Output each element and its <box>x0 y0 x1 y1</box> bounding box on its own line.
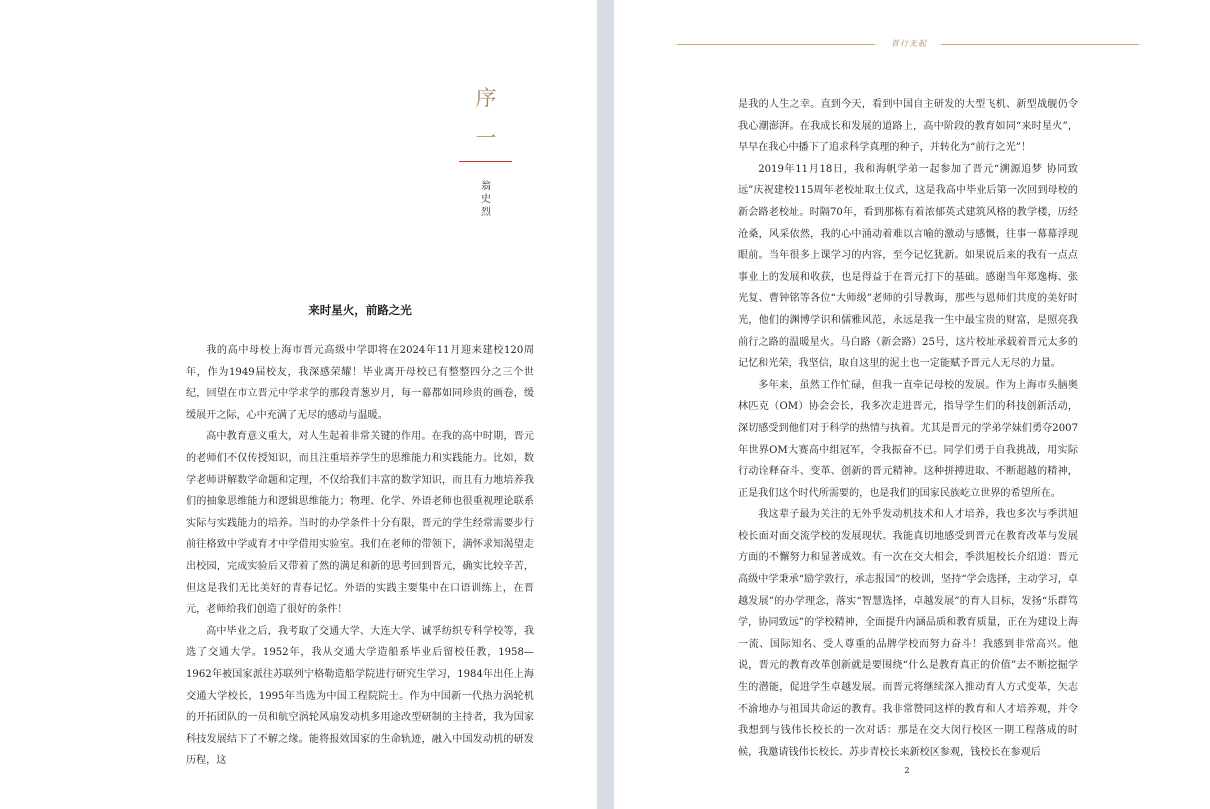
title-rule <box>459 161 512 162</box>
paragraph: 多年来，虽然工作忙碌，但我一直牵记母校的发展。作为上海市头脑奥林匹克（OM）协会会长，我多次走进晋元，指导学生们的科技创新活动，深切感受到他们对于科学的热情与执着。尤其是晋元的学弟学妹们勇夺2007年世界OM大赛高中组冠军，令我振奋不已。同学们勇于自我挑战，用实际行动诠释奋斗、变革、创新的晋元精神。这种拼搏进取、不断超越的精神，正是我们这个时代所需要的，也是我们的国家民族屹立世界的希望所在。 <box>738 379 1078 499</box>
preface-title-char: 序 <box>475 86 497 110</box>
author-char: 烈 <box>481 207 491 218</box>
left-body-text <box>186 340 534 772</box>
author-char: 翁 <box>481 181 491 192</box>
page-number: 2 <box>904 766 910 775</box>
header-rule-right <box>941 44 1139 45</box>
preface-title-char: 一 <box>475 126 497 150</box>
author-char: 史 <box>481 194 491 205</box>
paragraph: 是我的人生之幸。直到今天，看到中国自主研发的大型飞机、新型战舰仍令我心潮澎湃。在我成长和发展的道路上，高中阶段的教育如同“来时星火”，早早在我心中播下了追求科学真理的种子，并转化为“前行之光”！ <box>738 99 1078 154</box>
paragraph: 高中毕业之后，我考取了交通大学、大连大学、诚孚纺织专科学校等，我选了交通大学。1952年，我从交通大学造船系毕业后留校任教，1958—1962年被国家派往苏联列宁格勒造船学院进行研究生学习，1984年出任上海交通大学校长，1995年当选为中国工程院院士。作为中国新一代热力涡轮机的开拓团队的一员和航空涡轮风扇发动机多用途改型研制的主持者，我为国家科技发展结下了不解之缘。能将报效国家的生命轨迹，融入中国发动机的研发历程，这 <box>186 625 534 767</box>
header-rule-left <box>677 44 875 45</box>
paragraph: 2019年11月18日，我和海帆学弟一起参加了晋元“溯源追梦 协同致远”庆祝建校115周年老校址取土仪式，这是我高中毕业后第一次回到母校的新会路老校址。时隔70年，看到那栋有着浓郁英式建筑风格的教学楼，历经沧桑，风采依然，我的心中涌动着难以言喻的激动与感慨，往事一幕幕浮现眼前。当年很多上课学习的内容，至今记忆犹新。如果说后来的我有一点点事业上的发展和收获，也是得益于在晋元打下的基础。感谢当年郑逸梅、张光复、曹钟铭等各位“大师级”老师的引导教诲，那些与恩师们共度的美好时光，他们的渊博学识和儒雅风范，永远是我一生中最宝贵的财富，是照亮我前行之路的温暖星火。马白路（新会路）25号，这片校址承载着晋元太多的记忆和光荣，我坚信，取自这里的泥土也一定能赋予晋元人无尽的力量。 <box>738 163 1078 370</box>
article-title: 来时星火，前路之光 <box>308 303 412 317</box>
left-page <box>0 0 597 809</box>
right-body-text <box>738 94 1078 763</box>
page-gutter <box>597 0 614 809</box>
preface-title <box>474 78 498 158</box>
running-head: 晋行无起 <box>891 39 927 48</box>
paragraph: 我这辈子最为关注的无外乎发动机技术和人才培养，我也多次与季洪旭校长面对面交流学校的发展现状。我能真切地感受到晋元在教育改革与发展方面的不懈努力和显著成效。有一次在交大相会，季洪旭校长介绍道：晋元高级中学秉承“励学敦行，承志报国”的校训，坚持“学会选择，主动学习，卓越发展”的办学理念，落实“智慧选择，卓越发展”的育人目标，发扬“乐群笃学，协同致远”的学校精神，全面提升内涵品质和教育质量，正在为建设上海一流、国际知名、受人尊重的品牌学校而努力奋斗！我感到非常高兴。他说，晋元的教育改革创新就是要围绕“什么是教育真正的价值”去不断挖掘学生的潜能，促进学生卓越发展。而晋元将继续深入推动育人方式变革，矢志不渝地办与祖国共命运的教育。我非常赞同这样的教育和人才培养观，并令我想到与钱伟长校长的一次对话：那是在交大闵行校区一期工程落成的时候，我邀请钱伟长校长、苏步青校长来新校区参观，钱校长在参观后 <box>738 509 1078 758</box>
paragraph: 高中教育意义重大，对人生起着非常关键的作用。在我的高中时期，晋元的老师们不仅传授知识，而且注重培养学生的思维能力和实践能力。比如，数学老师讲解数学命题和定理，不仅给我们丰富的数学知识，而且有力地培养我们的抽象思维能力和逻辑思维能力；物理、化学、外语老师也很重视理论联系实际与实践能力的培养。当时的办学条件十分有限，晋元的学生经常需要步行前往格致中学或育才中学借用实验室。我们在老师的带领下，满怀求知渴望走出校园，完成实验后又带着了然的满足和新的思考回到晋元，确实比较辛苦，但这是我们无比美好的青春记忆。外语的实践主要集中在口语训练上，在晋元，老师给我们创造了很好的条件！ <box>186 431 534 616</box>
paragraph: 我的高中母校上海市晋元高级中学即将在2024年11月迎来建校120周年，作为1949届校友，我深感荣耀！毕业离开母校已有整整四分之三个世纪，回望在市立晋元中学求学的那段青葱岁月，每一幕都如同珍贵的画卷，缓缓展开之际，心中充满了无尽的感动与温暖。 <box>186 345 534 421</box>
author-name <box>480 180 492 219</box>
